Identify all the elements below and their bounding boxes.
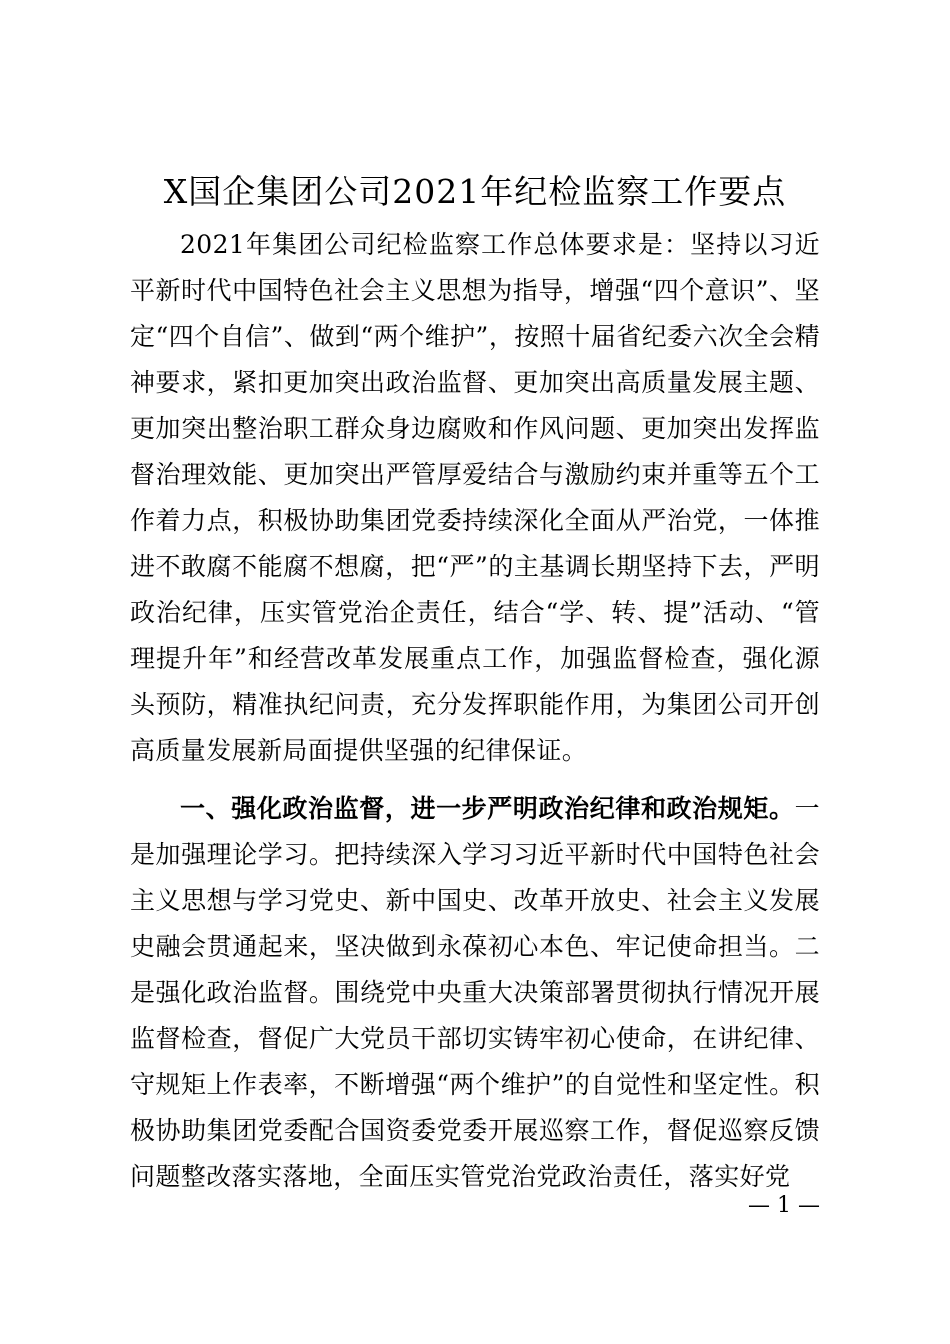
section-1-heading: 一、强化政治监督，进一步严明政治纪律和政治规矩。: [180, 794, 795, 823]
section-1-paragraph: [130, 786, 820, 1200]
intro-paragraph: 2021年集团公司纪检监察工作总体要求是：坚持以习近平新时代中国特色社会主义思想为指导，增强“四个意识”、坚定“四个自信”、做到“两个维护”，按照十届省纪委六次全会精神要求，紧扣更加突出政治监督、更加突出高质量发展主题、更加突出整治职工群众身边腐败和作风问题、更加突出发挥监督治理效能、更加突出严管厚爱结合与激励约束并重等五个工作着力点，积极协助集团党委持续深化全面从严治党，一体推进不敢腐不能腐不想腐，把“严”的主基调长期坚持下去，严明政治纪律，压实管党治企责任，结合“学、转、提”活动、“管理提升年”和经营改革发展重点工作，加强监督检查，强化源头预防，精准执纪问责，充分发挥职能作用，为集团公司开创高质量发展新局面提供坚强的纪律保证。: [130, 230, 820, 765]
section-1-body: 一是加强理论学习。把持续深入学习习近平新时代中国特色社会主义思想与学习党史、新中国史、改革开放史、社会主义发展史融会贯通起来，坚决做到永葆初心本色、牢记使命担当。二是强化政治监督。围绕党中央重大决策部署贯彻执行情况开展监督检查，督促广大党员干部切实铸牢初心使命，在讲纪律、守规矩上作表率，不断增强“两个维护”的自觉性和坚定性。积极协助集团党委配合国资委党委开展巡察工作，督促巡察反馈问题整改落实落地，全面压实管党治党政治责任，落实好党: [130, 794, 820, 1191]
document-body: [130, 222, 820, 1200]
document-title: X国企集团公司2021年纪检监察工作要点: [163, 172, 787, 211]
page-number: — 1 —: [748, 1193, 820, 1218]
